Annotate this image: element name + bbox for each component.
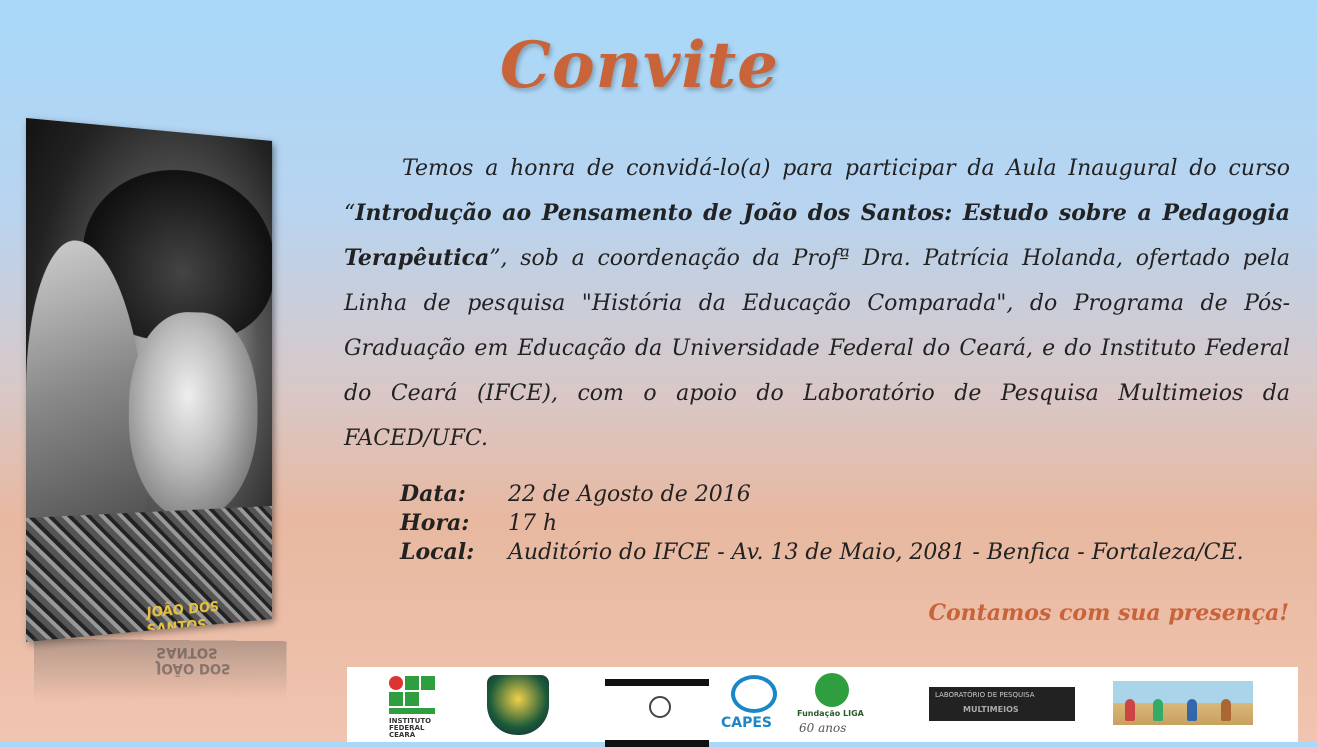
lab-subtext: MULTIMEIOS (963, 705, 1019, 714)
multimeios-logo (929, 687, 1075, 721)
date-row (400, 480, 1290, 509)
event-details (400, 480, 1290, 567)
time-row (400, 509, 1290, 538)
place-value: Auditório do IFCE - Av. 13 de Maio, 2081 - Benfica - Fortaleza/CE. (508, 540, 1244, 565)
sponsor-logos (347, 667, 1298, 742)
cartoon-figure (1153, 699, 1163, 721)
date-value: 22 de Agosto de 2016 (508, 482, 751, 507)
ufc-crest-icon (487, 675, 549, 735)
photo-caption: JOÃO DOS SANTOS (146, 597, 219, 639)
cartoon-figure (1187, 699, 1197, 721)
place-row (400, 538, 1290, 567)
cartoon-figure (1221, 699, 1231, 721)
ifce-bar (389, 708, 435, 714)
capes-logo (719, 671, 789, 737)
photo-reflection (34, 639, 287, 702)
ifce-square (405, 676, 419, 690)
time-value: 17 h (508, 511, 558, 536)
liga-emblem-icon (815, 673, 849, 707)
ifce-square (405, 692, 419, 706)
portrait-face (129, 311, 258, 523)
reflection-caption: JOÃO DOS SANTOS (156, 643, 231, 677)
invitation-title: Convite (500, 28, 779, 103)
paragraph-intro: Temos a honra de convidá-lo(a) para participar da Aula Inaugural do curso “ (344, 156, 1290, 226)
capes-ring-icon (731, 675, 777, 713)
paragraph-rest: ”, sob a coordenação da Profª Dra. Patrícia Holanda, ofertado pela Linha de pesquisa "História da Educação Comparada", do Programa de Pós-Graduação em Educação da Universidade Federal do Ceará, e do Instituto Federal do Ceará (IFCE), com o apoio do Laboratório de Pesquisa Multimeios da FACED/UFC. (344, 246, 1290, 451)
liga-text: Fundação LIGA (797, 709, 864, 718)
time-label: Hora: (400, 510, 470, 536)
cartoon-figure (1125, 699, 1135, 721)
cartoon-illustration (1113, 681, 1253, 725)
faced-logo (605, 679, 709, 747)
capes-text: CAPES (721, 715, 773, 731)
liga-logo (793, 673, 897, 737)
ifce-square (421, 676, 435, 690)
portrait-photo (26, 118, 272, 642)
closing-message: Contamos com sua presença! (928, 600, 1289, 626)
lab-text: LABORATÓRIO DE PESQUISA (935, 691, 1035, 699)
invitation-paragraph (344, 146, 1290, 461)
course-title: Introdução ao Pensamento de João dos Santos: Estudo sobre a Pedagogia Terapêutica (344, 200, 1290, 271)
ifce-square (389, 692, 403, 706)
date-label: Data: (400, 481, 466, 507)
ifce-text: INSTITUTO FEDERAL CEARÁ (389, 717, 432, 739)
ifce-logo (389, 676, 445, 739)
ifce-dot-icon (389, 676, 403, 690)
faced-emblem-icon (649, 696, 671, 718)
place-label: Local: (400, 539, 475, 565)
liga-subtext: 60 anos (799, 721, 847, 735)
